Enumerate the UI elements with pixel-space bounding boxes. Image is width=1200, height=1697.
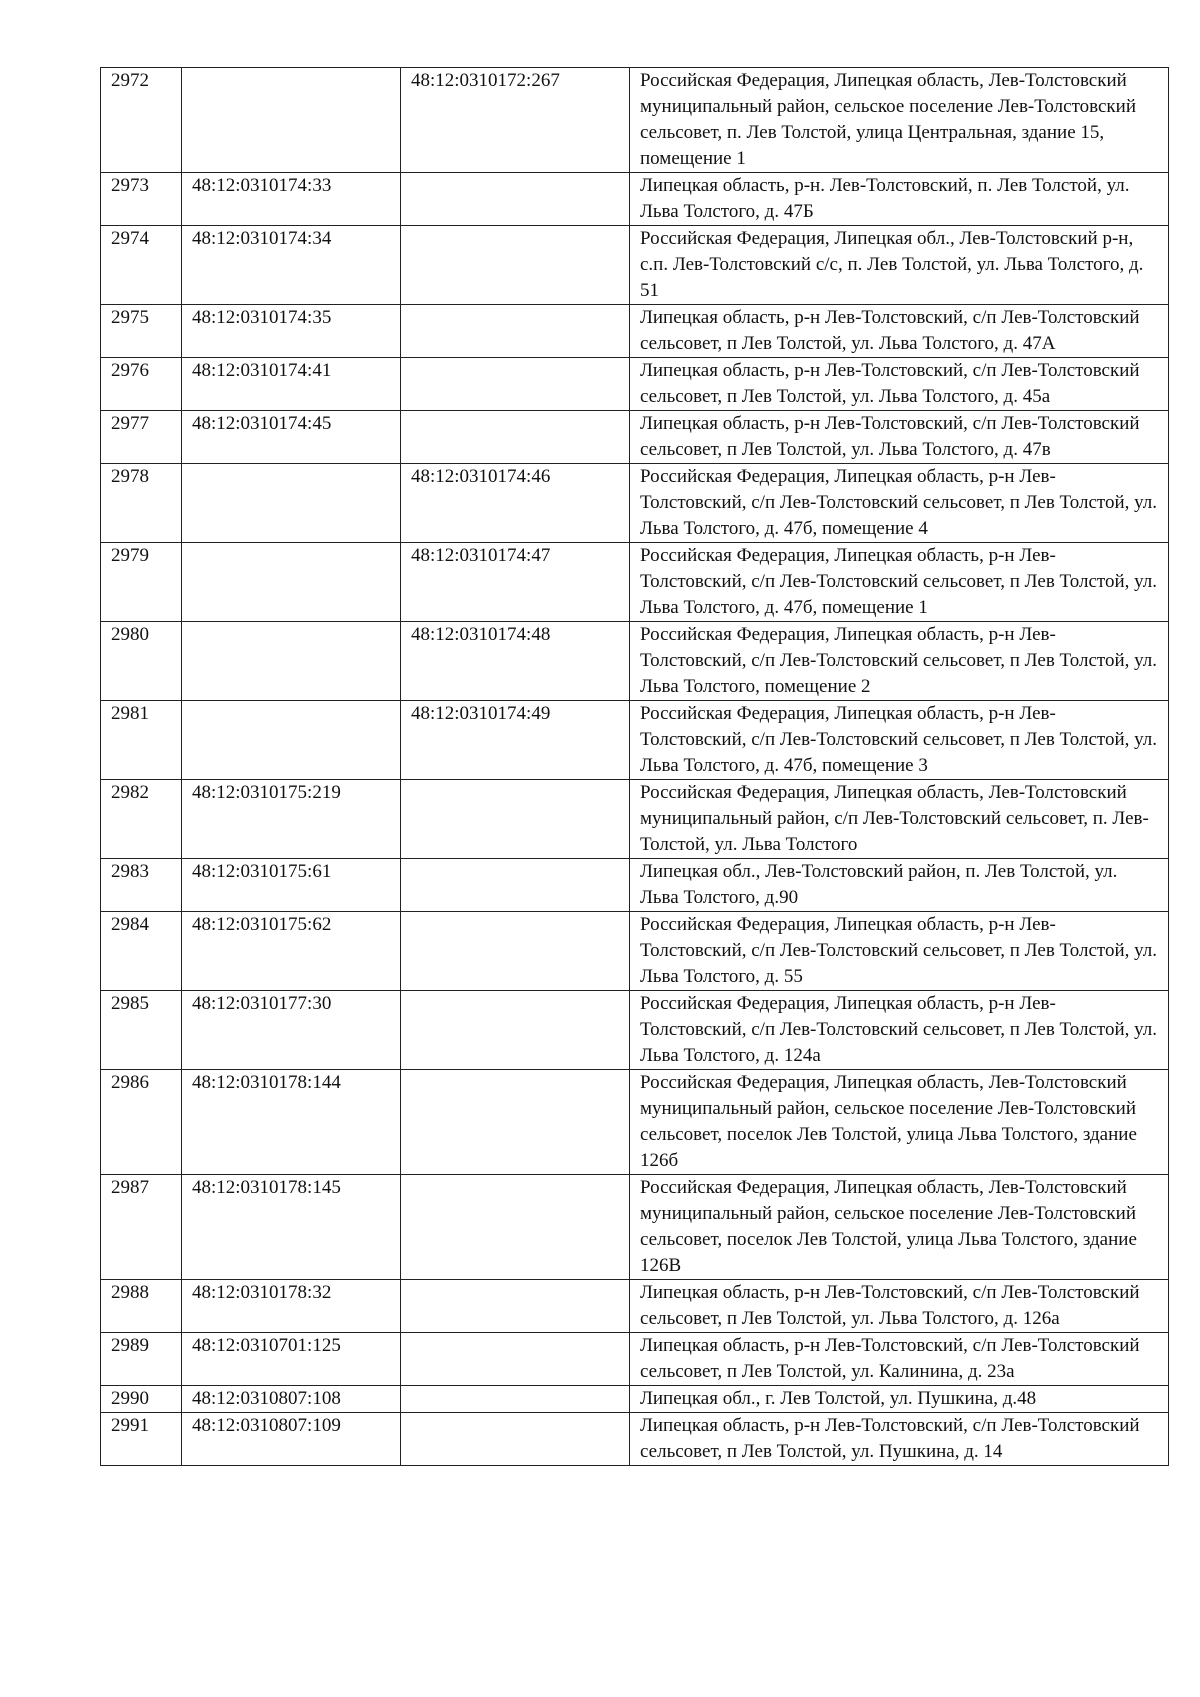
- address-cell: Липецкая область, р-н Лев-Толстовский, с/п Лев-Толстовский сельсовет, п Лев Толстой, ул. Льва Толстого, д. 126а: [630, 1280, 1169, 1333]
- cadastral-land-cell: 48:12:0310178:145: [182, 1175, 401, 1280]
- table-row: [101, 1175, 1169, 1280]
- property-registry-table: [100, 67, 1169, 1466]
- cadastral-land-cell: 48:12:0310175:62: [182, 912, 401, 991]
- table-row: [101, 305, 1169, 358]
- cadastral-object-cell: [401, 173, 630, 226]
- cadastral-land-cell: 48:12:0310174:41: [182, 358, 401, 411]
- cadastral-object-cell: 48:12:0310174:46: [401, 464, 630, 543]
- table-row: [101, 358, 1169, 411]
- address-cell: Липецкая область, р-н Лев-Толстовский, с/п Лев-Толстовский сельсовет, п Лев Толстой, ул. Льва Толстого, д. 45а: [630, 358, 1169, 411]
- table-row: [101, 859, 1169, 912]
- cadastral-object-cell: [401, 226, 630, 305]
- row-number-cell: 2979: [101, 543, 182, 622]
- address-cell: Российская Федерация, Липецкая область, р-н Лев-Толстовский, с/п Лев-Толстовский сельсовет, п Лев Толстой, ул. Льва Толстого, д. 47б, помещение 3: [630, 701, 1169, 780]
- cadastral-land-cell: 48:12:0310174:34: [182, 226, 401, 305]
- row-number-cell: 2983: [101, 859, 182, 912]
- address-cell: Российская Федерация, Липецкая область, Лев-Толстовский муниципальный район, сельское поселение Лев-Толстовский сельсовет, поселок Лев Толстой, улица Льва Толстого, здание 126б: [630, 1070, 1169, 1175]
- table-row: [101, 991, 1169, 1070]
- cadastral-land-cell: 48:12:0310174:45: [182, 411, 401, 464]
- cadastral-land-cell: [182, 464, 401, 543]
- address-cell: Липецкая область, р-н Лев-Толстовский, с/п Лев-Толстовский сельсовет, п Лев Толстой, ул. Льва Толстого, д. 47в: [630, 411, 1169, 464]
- table-row: [101, 1413, 1169, 1466]
- cadastral-object-cell: [401, 411, 630, 464]
- cadastral-object-cell: 48:12:0310174:48: [401, 622, 630, 701]
- cadastral-object-cell: [401, 780, 630, 859]
- cadastral-land-cell: [182, 622, 401, 701]
- row-number-cell: 2981: [101, 701, 182, 780]
- cadastral-object-cell: [401, 1333, 630, 1386]
- cadastral-land-cell: 48:12:0310807:108: [182, 1386, 401, 1413]
- cadastral-land-cell: [182, 68, 401, 173]
- table-row: [101, 701, 1169, 780]
- row-number-cell: 2990: [101, 1386, 182, 1413]
- cadastral-land-cell: 48:12:0310701:125: [182, 1333, 401, 1386]
- cadastral-land-cell: [182, 543, 401, 622]
- table-row: [101, 1386, 1169, 1413]
- address-cell: Российская Федерация, Липецкая область, р-н Лев-Толстовский, с/п Лев-Толстовский сельсовет, п Лев Толстой, ул. Льва Толстого, д. 47б, помещение 1: [630, 543, 1169, 622]
- address-cell: Российская Федерация, Липецкая область, р-н Лев-Толстовский, с/п Лев-Толстовский сельсовет, п Лев Толстой, ул. Льва Толстого, д. 55: [630, 912, 1169, 991]
- row-number-cell: 2989: [101, 1333, 182, 1386]
- table-row: [101, 912, 1169, 991]
- cadastral-land-cell: 48:12:0310178:144: [182, 1070, 401, 1175]
- row-number-cell: 2974: [101, 226, 182, 305]
- cadastral-object-cell: 48:12:0310174:47: [401, 543, 630, 622]
- row-number-cell: 2972: [101, 68, 182, 173]
- address-cell: Российская Федерация, Липецкая область, р-н Лев-Толстовский, с/п Лев-Толстовский сельсовет, п Лев Толстой, ул. Льва Толстого, д. 124а: [630, 991, 1169, 1070]
- address-cell: Липецкая область, р-н Лев-Толстовский, с/п Лев-Толстовский сельсовет, п Лев Толстой, ул. Пушкина, д. 14: [630, 1413, 1169, 1466]
- address-cell: Липецкая область, р-н. Лев-Толстовский, п. Лев Толстой, ул. Льва Толстого, д. 47Б: [630, 173, 1169, 226]
- address-cell: Российская Федерация, Липецкая обл., Лев-Толстовский р-н, с.п. Лев-Толстовский с/с, п. Лев Толстой, ул. Льва Толстого, д. 51: [630, 226, 1169, 305]
- table-row: [101, 622, 1169, 701]
- cadastral-object-cell: [401, 1070, 630, 1175]
- cadastral-object-cell: [401, 991, 630, 1070]
- row-number-cell: 2977: [101, 411, 182, 464]
- row-number-cell: 2978: [101, 464, 182, 543]
- cadastral-object-cell: [401, 859, 630, 912]
- cadastral-land-cell: 48:12:0310807:109: [182, 1413, 401, 1466]
- address-cell: Липецкая область, р-н Лев-Толстовский, с/п Лев-Толстовский сельсовет, п Лев Толстой, ул. Льва Толстого, д. 47А: [630, 305, 1169, 358]
- row-number-cell: 2984: [101, 912, 182, 991]
- cadastral-land-cell: 48:12:0310178:32: [182, 1280, 401, 1333]
- cadastral-object-cell: [401, 1280, 630, 1333]
- table-row: [101, 411, 1169, 464]
- table-row: [101, 1070, 1169, 1175]
- cadastral-object-cell: [401, 358, 630, 411]
- row-number-cell: 2973: [101, 173, 182, 226]
- address-cell: Российская Федерация, Липецкая область, Лев-Толстовский муниципальный район, сельское поселение Лев-Толстовский сельсовет, п. Лев Толстой, улица Центральная, здание 15, помещение 1: [630, 68, 1169, 173]
- table-row: [101, 1280, 1169, 1333]
- cadastral-land-cell: 48:12:0310175:61: [182, 859, 401, 912]
- cadastral-land-cell: 48:12:0310174:35: [182, 305, 401, 358]
- row-number-cell: 2986: [101, 1070, 182, 1175]
- cadastral-land-cell: [182, 701, 401, 780]
- address-cell: Липецкая обл., г. Лев Толстой, ул. Пушкина, д.48: [630, 1386, 1169, 1413]
- address-cell: Российская Федерация, Липецкая область, Лев-Толстовский муниципальный район, сельское поселение Лев-Толстовский сельсовет, поселок Лев Толстой, улица Льва Толстого, здание 126В: [630, 1175, 1169, 1280]
- row-number-cell: 2975: [101, 305, 182, 358]
- address-cell: Российская Федерация, Липецкая область, р-н Лев-Толстовский, с/п Лев-Толстовский сельсовет, п Лев Толстой, ул. Льва Толстого, д. 47б, помещение 4: [630, 464, 1169, 543]
- cadastral-object-cell: [401, 1413, 630, 1466]
- cadastral-object-cell: [401, 305, 630, 358]
- row-number-cell: 2980: [101, 622, 182, 701]
- table-row: [101, 68, 1169, 173]
- cadastral-object-cell: 48:12:0310174:49: [401, 701, 630, 780]
- table-row: [101, 173, 1169, 226]
- table-row: [101, 226, 1169, 305]
- cadastral-object-cell: [401, 912, 630, 991]
- table-row: [101, 543, 1169, 622]
- row-number-cell: 2976: [101, 358, 182, 411]
- cadastral-object-cell: 48:12:0310172:267: [401, 68, 630, 173]
- table-row: [101, 464, 1169, 543]
- address-cell: Российская Федерация, Липецкая область, р-н Лев-Толстовский, с/п Лев-Толстовский сельсовет, п Лев Толстой, ул. Льва Толстого, помещение 2: [630, 622, 1169, 701]
- row-number-cell: 2987: [101, 1175, 182, 1280]
- row-number-cell: 2985: [101, 991, 182, 1070]
- cadastral-object-cell: [401, 1175, 630, 1280]
- table-row: [101, 780, 1169, 859]
- address-cell: Липецкая область, р-н Лев-Толстовский, с/п Лев-Толстовский сельсовет, п Лев Толстой, ул. Калинина, д. 23а: [630, 1333, 1169, 1386]
- row-number-cell: 2991: [101, 1413, 182, 1466]
- registry-table-body: [101, 68, 1169, 1466]
- cadastral-object-cell: [401, 1386, 630, 1413]
- cadastral-land-cell: 48:12:0310174:33: [182, 173, 401, 226]
- address-cell: Российская Федерация, Липецкая область, Лев-Толстовский муниципальный район, с/п Лев-Толстовский сельсовет, п. Лев-Толстой, ул. Льва Толстого: [630, 780, 1169, 859]
- row-number-cell: 2988: [101, 1280, 182, 1333]
- cadastral-land-cell: 48:12:0310175:219: [182, 780, 401, 859]
- address-cell: Липецкая обл., Лев-Толстовский район, п. Лев Толстой, ул. Льва Толстого, д.90: [630, 859, 1169, 912]
- cadastral-land-cell: 48:12:0310177:30: [182, 991, 401, 1070]
- table-row: [101, 1333, 1169, 1386]
- row-number-cell: 2982: [101, 780, 182, 859]
